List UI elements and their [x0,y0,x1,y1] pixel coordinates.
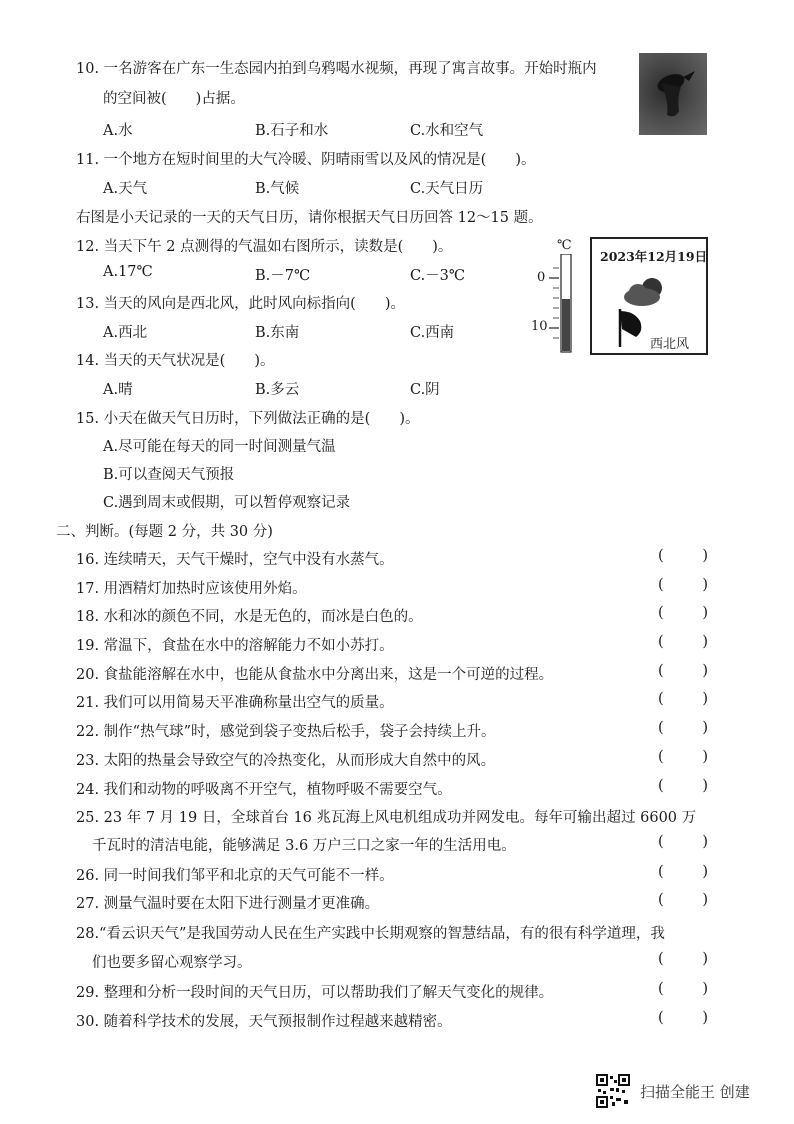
answer-paren-28[interactable]: ( ) [658,951,708,967]
judge-item-18: 18. 水和冰的颜色不同，水是无色的，而冰是白色的。 [76,609,423,625]
answer-paren-25[interactable]: ( ) [658,834,708,850]
q14-option-a: A.晴 [103,382,133,398]
answer-paren-27[interactable]: ( ) [658,892,708,908]
answer-paren-19[interactable]: ( ) [658,634,708,650]
judge-item-28-line2: 们也要多留心观察学习。 [92,955,252,971]
scanner-watermark: 扫描全能王 创建 [640,1083,750,1101]
q10-line2: 的空间被( )占据。 [103,91,245,107]
q10-option-b: B.石子和水 [255,123,329,139]
q13-stem: 13. 当天的风向是西北风，此时风向标指向( )。 [76,296,405,312]
cloudy-icon [622,275,670,309]
qr-code-icon [596,1074,630,1108]
q10-option-a: A.水 [103,123,133,139]
calendar-date: 2023年12月19日 [600,249,708,264]
weather-calendar [590,237,708,355]
judge-item-22: 22. 制作“热气球”时，感觉到袋子变热后松手，袋子会持续上升。 [76,724,496,740]
wind-flag-icon [616,307,648,349]
q10-line1: 10. 一名游客在广东一生态园内拍到乌鸦喝水视频，再现了寓言故事。开始时瓶内 [76,61,597,77]
thermometer-liquid [562,299,570,351]
judge-item-27: 27. 测量气温时要在太阳下进行测量才更准确。 [76,896,380,912]
answer-paren-29[interactable]: ( ) [658,981,708,997]
thermometer-figure [527,238,587,354]
q11-stem: 11. 一个地方在短时间里的大气冷暖、阴晴雨雪以及风的情况是( )。 [76,152,536,168]
thermometer-tube [549,254,587,354]
judge-item-30: 30. 随着科学技术的发展，天气预报制作过程越来越精密。 [76,1014,452,1030]
q10-option-c: C.水和空气 [410,123,484,139]
answer-paren-22[interactable]: ( ) [658,720,708,736]
judge-item-16: 16. 连续晴天，天气干燥时，空气中没有水蒸气。 [76,552,394,568]
intro-text: 右图是小天记录的一天的天气日历，请你根据天气日历回答 12～15 题。 [76,210,543,226]
q12-option-a: A.17℃ [103,264,153,280]
judge-item-25-line2: 千瓦时的清洁电能，能够满足 3.6 万户三口之家一年的生活用电。 [92,838,516,854]
crow-icon [639,53,707,135]
q14-option-b: B.多云 [255,382,300,398]
judge-item-24: 24. 我们和动物的呼吸离不开空气，植物呼吸不需要空气。 [76,782,452,798]
q14-option-c: C.阴 [410,382,440,398]
q13-option-a: A.西北 [103,325,148,341]
q11-option-a: A.天气 [103,181,148,197]
judge-item-29: 29. 整理和分析一段时间的天气日历，可以帮助我们了解天气变化的规律。 [76,985,554,1001]
thermometer-tick-10: 10 [531,319,548,334]
judge-item-19: 19. 常温下，食盐在水中的溶解能力不如小苏打。 [76,638,394,654]
q12-stem: 12. 当天下午 2 点测得的气温如右图所示，读数是( )。 [76,239,453,255]
judge-item-21: 21. 我们可以用简易天平准确称量出空气的质量。 [76,695,394,711]
q15-option-b: B.可以查阅天气预报 [103,467,235,483]
q15-option-a: A.尽可能在每天的同一时间测量气温 [103,439,336,455]
q15-stem: 15. 小天在做天气日历时，下列做法正确的是( )。 [76,411,420,427]
calendar-wind: 西北风 [650,337,690,352]
answer-paren-18[interactable]: ( ) [658,605,708,621]
q14-stem: 14. 当天的天气状况是( )。 [76,353,275,369]
q12-option-c: C.－3℃ [410,268,466,284]
q15-option-c: C.遇到周末或假期，可以暂停观察记录 [103,495,351,511]
q13-option-b: B.东南 [255,325,300,341]
q11-option-c: C.天气日历 [410,181,484,197]
judge-item-28-line1: 28.“看云识天气”是我国劳动人民在生产实践中长期观察的智慧结晶，有的很有科学道理，我 [76,926,665,942]
q13-option-c: C.西南 [410,325,455,341]
section-2-heading: 二、判断。(每题 2 分，共 30 分) [56,524,273,540]
answer-paren-16[interactable]: ( ) [658,548,708,564]
thermometer-tick-0: 0 [537,270,546,285]
crow-photo [639,53,707,135]
answer-paren-20[interactable]: ( ) [658,663,708,679]
judge-item-25-line1: 25. 23 年 7 月 19 日，全球首台 16 兆瓦海上风电机组成功并网发电。每年可输出超过 6600 万 [76,810,697,826]
thermometer-unit: ℃ [557,238,572,253]
answer-paren-30[interactable]: ( ) [658,1010,708,1026]
answer-paren-24[interactable]: ( ) [658,778,708,794]
judge-item-20: 20. 食盐能溶解在水中，也能从食盐水中分离出来，这是一个可逆的过程。 [76,667,554,683]
q12-option-b: B.－7℃ [255,268,311,284]
answer-paren-26[interactable]: ( ) [658,864,708,880]
judge-item-23: 23. 太阳的热量会导致空气的冷热变化，从而形成大自然中的风。 [76,753,496,769]
q11-option-b: B.气候 [255,181,300,197]
answer-paren-23[interactable]: ( ) [658,749,708,765]
answer-paren-21[interactable]: ( ) [658,691,708,707]
judge-item-17: 17. 用酒精灯加热时应该使用外焰。 [76,581,307,597]
answer-paren-17[interactable]: ( ) [658,577,708,593]
judge-item-26: 26. 同一时间我们邹平和北京的天气可能不一样。 [76,868,394,884]
